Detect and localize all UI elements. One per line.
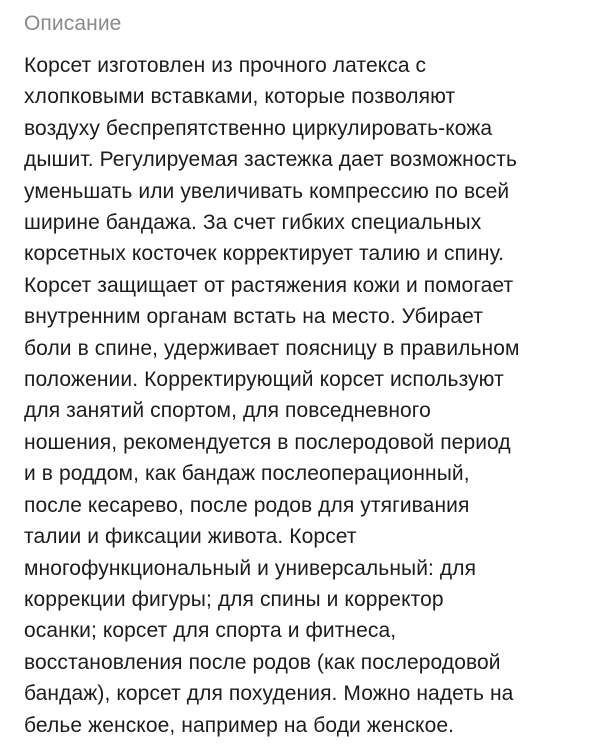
description-line: уменьшать или увеличивать компрессию по всей bbox=[24, 179, 510, 203]
description-text bbox=[24, 50, 584, 741]
description-line: осанки; корсет для спорта и фитнеса, bbox=[24, 619, 397, 643]
description-line: бандаж), корсет для похудения. Можно надеть на bbox=[24, 682, 514, 706]
description-line: восстановления после родов (как послеродовой bbox=[24, 650, 501, 674]
description-line: внутренним органам встать на место. Убирает bbox=[24, 305, 483, 329]
description-line: Корсет изготовлен из прочного латекса с bbox=[24, 54, 427, 77]
description-section bbox=[24, 8, 584, 741]
description-line: после кесарево, после родов для утягивания bbox=[24, 493, 470, 517]
description-line: положении. Корректирующий корсет используют bbox=[24, 368, 504, 392]
description-line: воздуху беспрепятственно циркулировать-кожа bbox=[24, 116, 493, 140]
description-line: многофункциональный и универсальный: для bbox=[24, 556, 477, 580]
description-line: талии и фиксации живота. Корсет bbox=[24, 525, 357, 549]
description-line: и в роддом, как бандаж послеоперационный, bbox=[24, 462, 470, 486]
description-line: белье женское, например на боди женское. bbox=[24, 713, 455, 737]
description-line: хлопковыми вставками, которые позволяют bbox=[24, 85, 456, 109]
description-line: дышит. Регулируемая застежка дает возможность bbox=[24, 148, 518, 172]
section-heading: Описание bbox=[24, 12, 122, 35]
description-line: Корсет защищает от растяжения кожи и помогает bbox=[24, 273, 514, 297]
description-line: боли в спине, удерживает поясницу в правильном bbox=[24, 336, 520, 360]
description-line: коррекции фигуры; для спины и корректор bbox=[24, 587, 444, 611]
description-line: ношения, рекомендуется в послеродовой период bbox=[24, 430, 511, 454]
description-line: для занятий спортом, для повседневного bbox=[24, 399, 431, 423]
description-line: ширине бандажа. За счет гибких специальных bbox=[24, 211, 482, 235]
description-line: корсетных косточек корректирует талию и спину. bbox=[24, 242, 505, 266]
